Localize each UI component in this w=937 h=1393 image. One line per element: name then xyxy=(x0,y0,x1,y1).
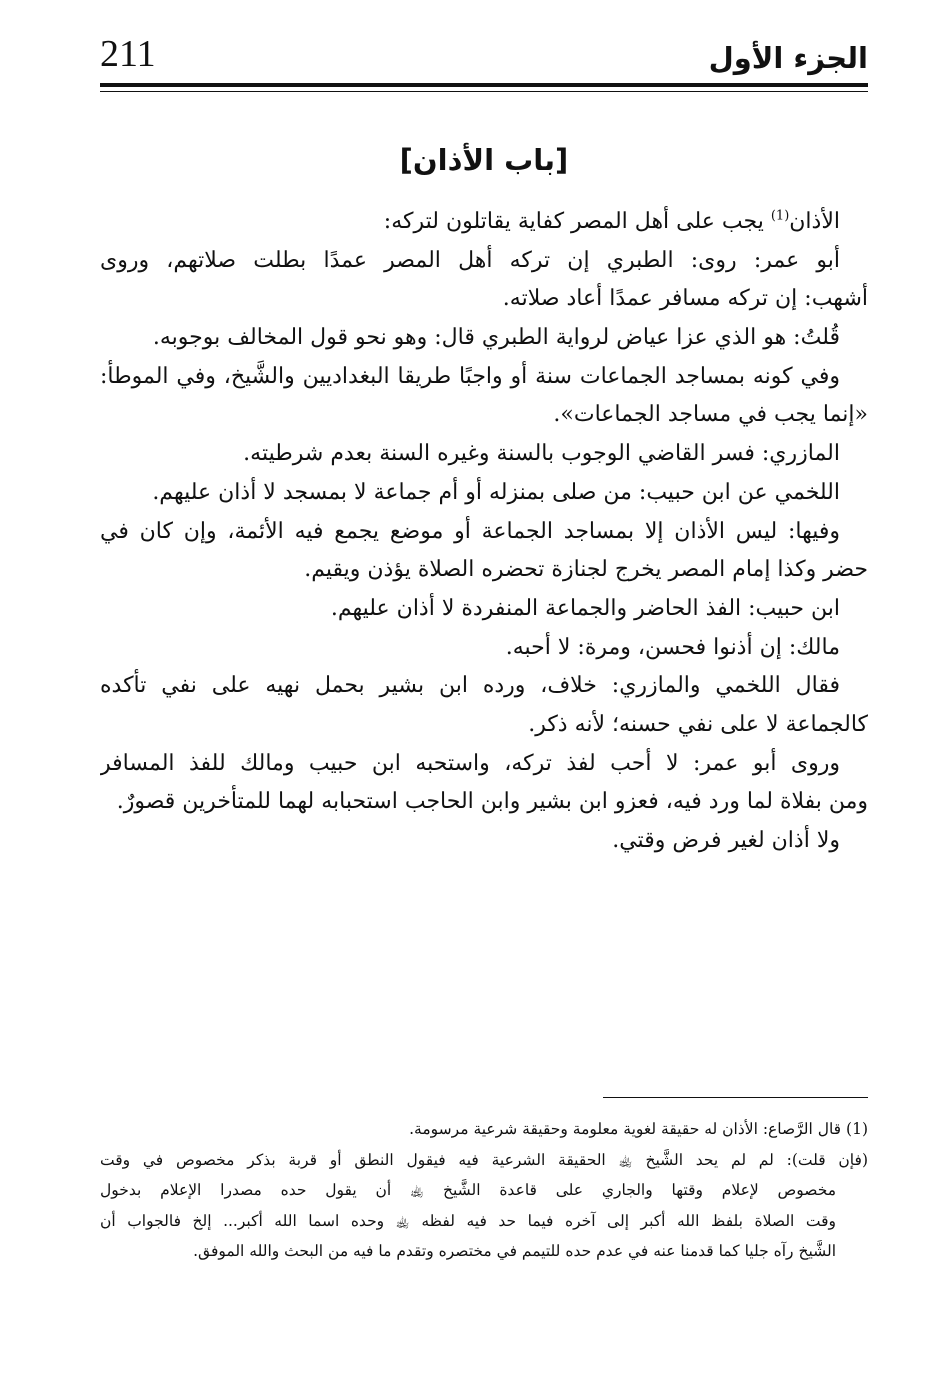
footnotes xyxy=(100,1114,868,1267)
footnote-divider xyxy=(603,1097,868,1098)
line-text: يجب على أهل المصر كفاية يقاتلون لتركه: xyxy=(383,209,764,234)
footnote-reference[interactable]: (1) xyxy=(770,208,790,224)
header-rule-thick xyxy=(100,83,868,87)
text-line: وفيها: ليس الأذان إلا بمساجد الجماعة أو موضع يجمع فيه الأئمة، وإن كان في xyxy=(100,518,840,544)
text-line: أبو عمر: روى: الطبري إن تركه أهل المصر عمدًا بطلت صلاتهم، وروى xyxy=(100,247,840,273)
footnote-line: (1) قال الرَّصاع: الأذان له حقيقة لغوية معلومة وحقيقة شرعية مرسومة. xyxy=(409,1120,868,1138)
text-line: ولا أذان لغير فرض وقتي. xyxy=(612,828,840,853)
text-line: ابن حبيب: الفذ الحاضر والجماعة المنفردة لا أذان عليهم. xyxy=(330,595,840,621)
text-line: وروى أبو عمر: لا أحب لفذ تركه، واستحبه ابن حبيب ومالك للفذ المسافر xyxy=(100,750,840,776)
text-line: حضر وكذا إمام المصر يخرج لجنازة تحضره الصلاة يؤذن ويقيم. xyxy=(304,557,868,583)
page-number: 211 xyxy=(100,33,156,75)
footnote-line: الشَّيخ رآه جليا كما قدمنا عنه في عدم حده للتيمم في مختصره وتقدم ما فيه من البحث والله الموفق. xyxy=(193,1242,836,1260)
first-word: الأذان xyxy=(789,209,840,234)
text-line: المازري: فسر القاضي الوجوب بالسنة وغيره السنة بعدم شرطيته. xyxy=(243,441,840,467)
text-line: وفي كونه بمساجد الجماعات سنة أو واجبًا طريقا البغداديين والشَّيخ، وفي الموطأ: xyxy=(100,363,840,389)
text-line xyxy=(100,203,868,242)
text-line: مالك: إن أذنوا فحسن، ومرة: لا أحبه. xyxy=(505,634,840,660)
text-line: «إنما يجب في مساجد الجماعات». xyxy=(553,402,868,428)
text-line: ومن بفلاة لما ورد فيه، فعزو ابن بشير وابن الحاجب استحبابه لهما للمتأخرين قصورٌ. xyxy=(116,789,868,815)
text-line: اللخمي عن ابن حبيب: من صلى بمنزله أو أم جماعة لا بمسجد لا أذان عليهم. xyxy=(152,479,840,505)
footnote-line: (فإن قلت): لم لم يحد الشَّيخ ﵀ الحقيقة الشرعية فيه فيقول النطق أو قربة بذكر مخصوص في وقت xyxy=(100,1150,868,1169)
main-text xyxy=(100,203,868,861)
running-head: الجزء الأول xyxy=(708,41,868,75)
chapter-title: [باب الأذان] xyxy=(399,143,569,177)
footnote-line: مخصوص لإعلام وقتها والجاري على قاعدة الشَّيخ ﵀ أن يقول حده مصدرا الإعلام بدخول xyxy=(100,1181,836,1199)
text-line: كالجماعة لا على نفي حسنه؛ لأنه ذكر. xyxy=(528,711,868,737)
text-line: أشهب: إن تركه مسافر عمدًا أعاد صلاته. xyxy=(502,286,868,312)
text-line: فقال اللخمي والمازري: خلاف، ورده ابن بشير بحمل نهيه على نفي تأكده xyxy=(100,673,840,699)
footnote-line: وقت الصلاة بلفظ الله أكبر إلى آخره فيما حد فيه لفظه ﵀ وحده اسما الله أكبر... إلخ فالجواب أن xyxy=(100,1211,836,1230)
text-line: قُلتُ: هو الذي عزا عياض لرواية الطبري قال: وهو نحو قول المخالف بوجوبه. xyxy=(152,325,840,351)
header-rule-thin xyxy=(100,91,868,92)
page-header xyxy=(100,30,868,82)
